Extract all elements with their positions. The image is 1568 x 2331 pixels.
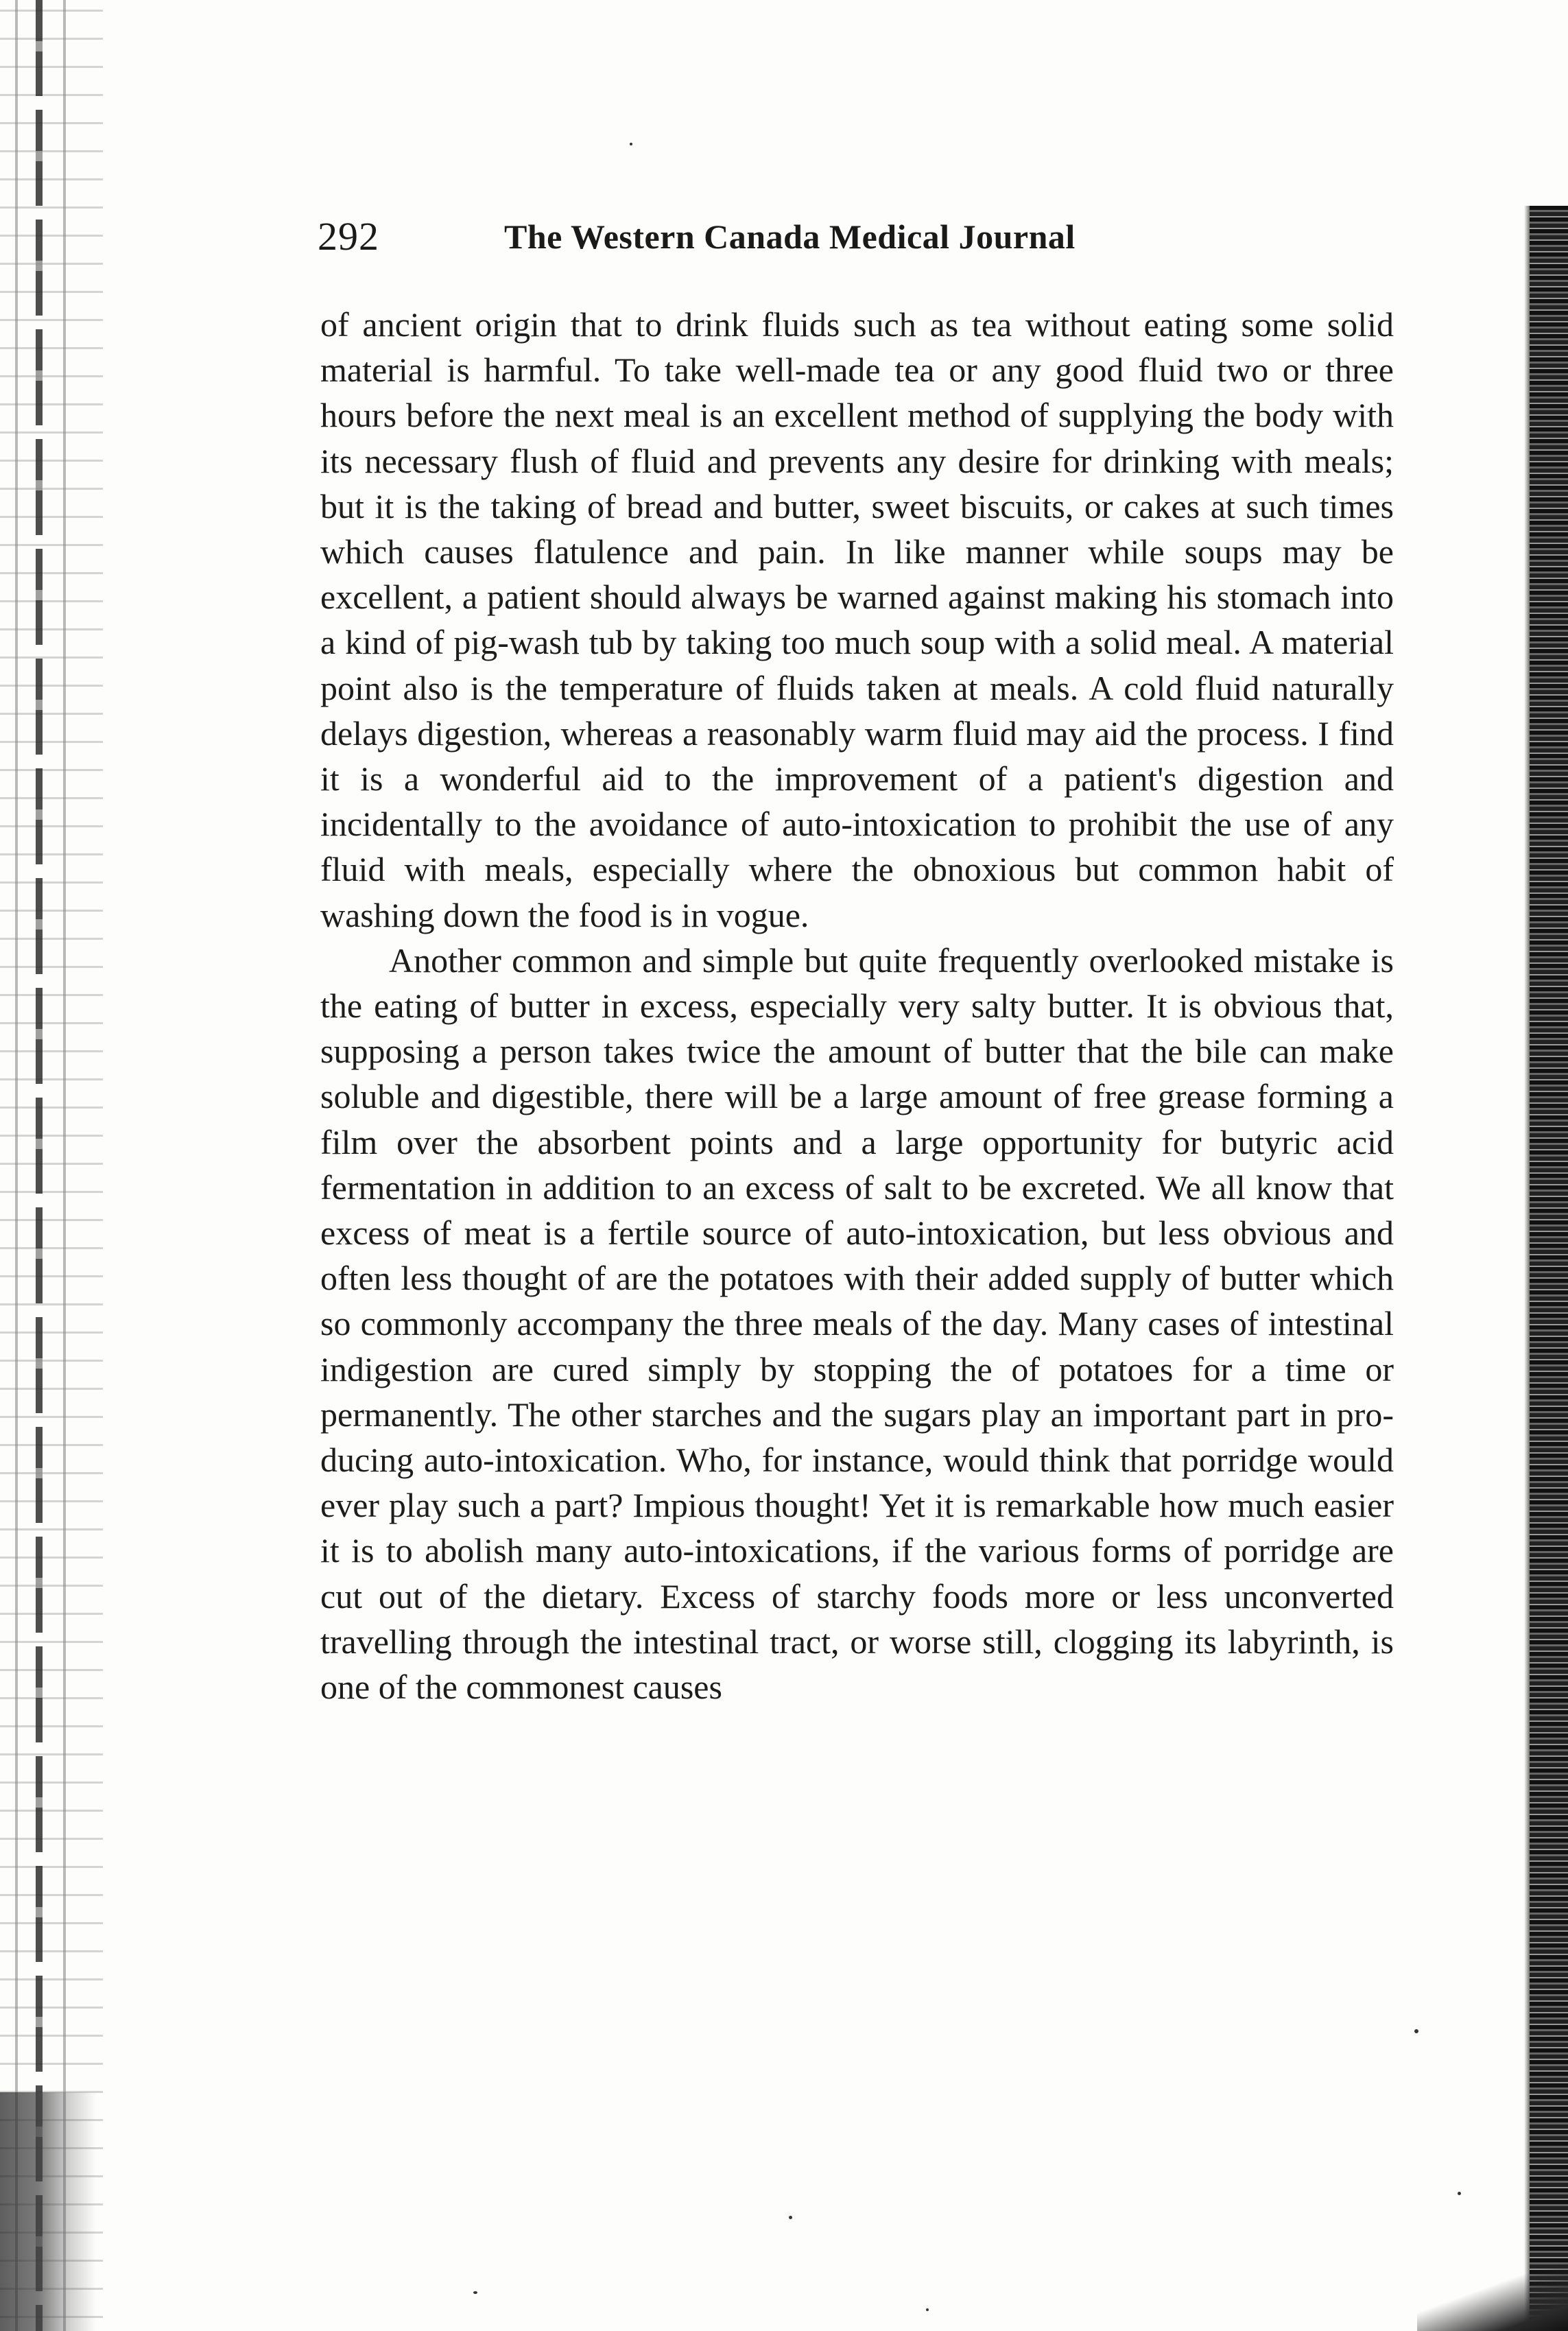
paragraph-2: Another common and simple but quite frequently overlooked mistake is the eating of butter in excess, especially very salty butter. It is obvious that, supposing a person takes twice the amount of butter that the bile can make soluble and digestible, there will be a large amount of free grease forming a film over the absorbent points and a large opportunity for butyric acid fermentation in addition to an excess of salt to be excreted. We all know that excess of meat is a fertile source of auto-intoxication, but less obvious and often less thought of are the potatoes with their added supply of butter which so commonly accompany the three meals of the day. Many cases of intestinal indigestion are cured simply by stopping the of potatoes for a time or permanently. The other starches and the sugars play an important part in producing auto-intoxication. Who, for instance, would think that porridge would ever play such a part? Impious thought! Yet it is remarkable how much easier it is to abolish many auto-intoxications, if the various forms of porridge are cut out of the dietary. Excess of starchy foods more or less unconverted travelling through the intestinal tract, or worse still, clogging its labyrinth, is one of the commonest causes <box>320 940 1394 1707</box>
print-speck <box>1458 2192 1461 2195</box>
page-edge-shadow <box>1524 206 1530 2331</box>
corner-shadow <box>1417 2264 1568 2331</box>
print-speck <box>1414 2029 1418 2033</box>
journal-title: The Western Canada Medical Journal <box>504 217 1076 256</box>
print-speck <box>926 2308 929 2311</box>
binding-shadow <box>0 2092 96 2331</box>
print-speck <box>630 143 632 145</box>
body-text <box>320 302 1394 1709</box>
running-head <box>318 206 1264 268</box>
paragraph-1: of ancient origin that to drink fluids such as tea without eating some solid material is harmful. To take well-made tea or any good fluid two or three hours before the next meal is an excellent method of supplying the body with its necessary flush of fluid and prevents any desire for drinking with meals; but it is the taking of bread and butter, sweet biscuits, or cakes at such times which causes flatulence and pain. In like manner while soups may be excellent, a patient should always be warned against making his stomach into a kind of pig-wash tub by taking too much soup with a solid meal. A material point also is the temperature of fluids taken at meals. A cold fluid naturally delays digestion, whereas a reasonably warm fluid may aid the process. I find it is a wonderful aid to the improvement of a patient's digestion and incidentally to the avoidance of auto-intoxication to prohibit the use of any fluid with meals, especially where the obnoxious but common habit of washing down the food is in vogue. <box>320 305 1394 934</box>
print-speck <box>473 2291 477 2294</box>
right-page-edge <box>1530 206 1568 2331</box>
binding-gutter <box>0 0 103 2331</box>
page-number: 292 <box>318 214 379 259</box>
binding-edge-line <box>36 0 43 2331</box>
print-speck <box>789 2216 792 2219</box>
